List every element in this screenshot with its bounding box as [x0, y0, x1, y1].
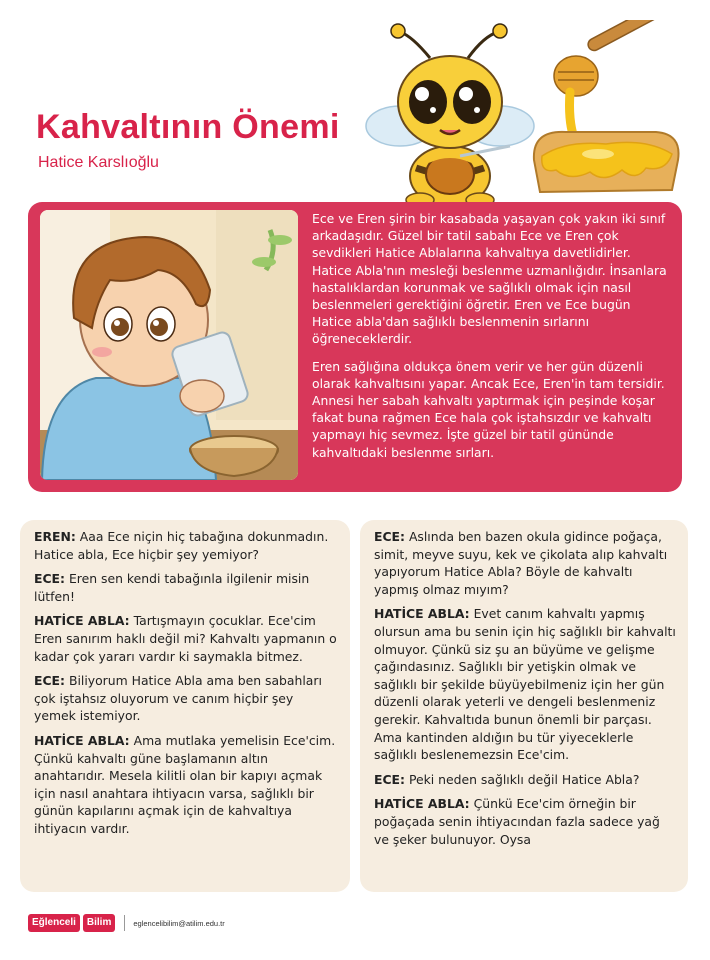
dialogue-line: Evet canım kahvaltı yapmış olursun ama bu senin için hiç sağlıklı bir kahvaltı olmuyor. Çünkü siz şu an büyüme ve gelişme çağındasınız. Sağlıklı bir yetişkin olmak ve sağlıklı bir şekilde büyüyebilmeniz için her gün düzenli olarak yeterli ve dengeli beslenmeniz gerekir. Kahvaltıda bunun önemli bir parçası. Ama kantinden aldığın bu tür yiyeceklerle sağlıklı beslenemezsin Ece'cim. [374, 606, 676, 763]
dialogue-entry [374, 528, 676, 598]
footer-divider [124, 915, 125, 931]
bee-illustration [360, 18, 540, 208]
intro-paragraph: Eren sağlığına oldukça önem verir ve her gün düzenli olarak kahvaltısını yapar. Ancak Ece, Eren'in tam tersidir. Annesi her sabah kahvaltı yaptırmak için peşinde koşar fakat buna rağmen Ece hala çok iştahsızdır ve kahvaltı yapmayı hiç sevmez. İşte güzel bir tatil gününde kahvaltıdaki beslenme sırları. [312, 358, 665, 460]
intro-text [312, 210, 672, 471]
dialogue-line: Aaa Ece niçin hiç tabağına dokunmadın. Hatice abla, Ece hiçbir şey yemiyor? [34, 529, 329, 562]
dialogue-entry [374, 771, 676, 789]
dialogue-card-right [360, 520, 688, 892]
dialogue-line: Biliyorum Hatice Abla ama ben sabahları çok iştahsız oluyorum ve canım hiçbir şey yemek istemiyor. [34, 673, 322, 724]
speaker-name: EREN: [34, 529, 76, 544]
dialogue-entry [34, 570, 338, 605]
dialogue-line: Çünkü Ece'cim örneğin bir poğaçada senin ihtiyacından fazla sadece yağ ve şeker bulunuyor. Oysa [374, 796, 660, 847]
logo-word-bilim: Bilim [83, 914, 115, 932]
page-title: Kahvaltının Önemi [36, 108, 340, 146]
dialogue-entry [34, 732, 338, 838]
dialogue-line: Tartışmayın çocuklar. Ece'cim Eren sanırım haklı değil mi? Kahvaltı yapmanın o kadar çok yararı vardır ki saymakla bitmez. [34, 613, 337, 664]
speaker-name: HATİCE ABLA: [374, 796, 470, 812]
speaker-name: ECE: [34, 673, 65, 689]
speaker-name: HATİCE ABLA: [34, 613, 130, 629]
speaker-name: HATİCE ABLA: [374, 606, 470, 622]
child-drinking-illustration [40, 210, 298, 480]
speaker-name: HATİCE ABLA: [34, 732, 130, 748]
contact-email: eglencelibilim@atilim.edu.tr [133, 918, 225, 928]
speaker-name: ECE: [374, 529, 405, 544]
logo-word-eglenceli: Eğlenceli [28, 914, 80, 932]
dialogue-line: Ama mutlaka yemelisin Ece'cim. Çünkü kahvaltı güne başlamanın altın anahtarıdır. Mesela kilitli olan bir kapıyı açmak için nasıl anahtara ihtiyacın varsa, sağlıklı bir günün kapılarını açmak için de kahvaltıya ihtiyacın vardır. [34, 732, 336, 836]
dialogue-line: Aslında ben bazen okula gidince poğaça, simit, meyve suyu, kek ve çikolata alıp kahvaltı yapıyorum Hatice Abla? Böyle de kahvaltı yapmış olmaz mıyım? [374, 529, 668, 597]
dialogue-card-left [20, 520, 350, 892]
honey-bread-illustration [526, 20, 686, 200]
speaker-name: ECE: [34, 571, 65, 587]
dialogue-line: Peki neden sağlıklı değil Hatice Abla? [408, 771, 640, 787]
dialogue-line: Eren sen kendi tabağınla ilgilenir misin lütfen! [34, 571, 310, 604]
dialogue-entry [34, 528, 338, 563]
dialogue-entry [34, 612, 338, 665]
child-scene [40, 210, 298, 480]
dialogue-entry [374, 795, 676, 848]
intro-paragraph: Ece ve Eren şirin bir kasabada yaşayan çok yakın iki sınıf arkadaşıdır. Güzel bir tatil sabahı Ece ve Eren çok sevdikleri Hatice Ablalarına kahvaltıya davetlidirler. Hatice Abla'nın mesleği beslenme uzmanlığıdır. İnsanlara hastalıklardan korunmak ve sağlıklı olmak için nasıl beslenmeleri gerektiğini öğretir. Eren ve Ece bugün Hatice abla'dan sağlıklı beslenmenin sırlarını öğreneceklerdir. [312, 211, 667, 347]
author-name: Hatice Karslıoğlu [38, 154, 159, 171]
dialogue-entry [374, 605, 676, 763]
speaker-name: ECE: [374, 771, 405, 787]
footer [28, 912, 225, 934]
dialogue-entry [34, 672, 338, 725]
